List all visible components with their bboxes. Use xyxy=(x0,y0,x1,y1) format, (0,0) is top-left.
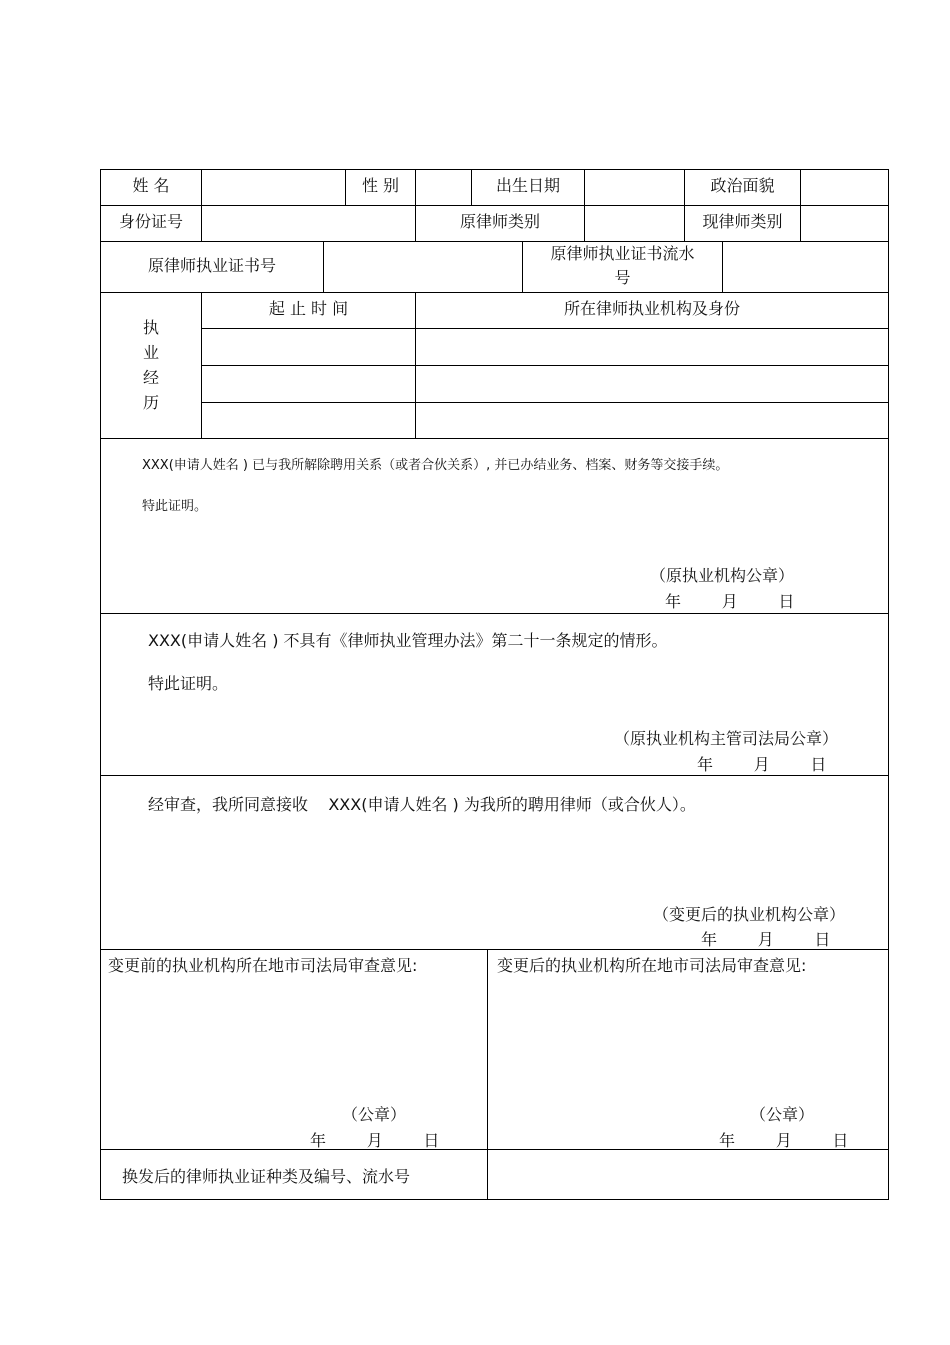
new-bureau-seal: （公章） xyxy=(750,1105,815,1124)
termination-statement: XXX(申请人姓名 ) 已与我所解除聘用关系（或者合伙关系）, 并已办结业务、档案、财务等交接手续。 xyxy=(142,458,729,473)
border-right xyxy=(888,169,889,1200)
experience-side-label-4: 历 xyxy=(142,393,159,412)
border-bottom xyxy=(100,1199,889,1200)
rule xyxy=(100,292,889,293)
experience-side-label-1: 执 xyxy=(142,318,159,337)
original-certificate-number-field[interactable] xyxy=(324,242,522,292)
eligibility-proof: 特此证明。 xyxy=(148,674,229,693)
original-lawyer-type-label: 原律师类别 xyxy=(459,212,540,231)
prior-bureau-opinion-title: 变更前的执业机构所在地市司法局审查意见: xyxy=(108,956,418,975)
gender-label: 性 别 xyxy=(361,176,400,195)
organization-column-header: 所在律师执业机构及身份 xyxy=(563,299,740,318)
experience-side-label-2: 业 xyxy=(142,343,159,362)
new-bureau-opinion-field[interactable] xyxy=(488,980,888,1100)
experience-period-field[interactable] xyxy=(202,366,415,402)
termination-proof: 特此证明。 xyxy=(142,499,208,514)
current-lawyer-type-field[interactable] xyxy=(801,206,888,241)
gender-field[interactable] xyxy=(416,170,471,205)
experience-period-field[interactable] xyxy=(202,329,415,365)
original-certificate-serial-label-cont: 号 xyxy=(614,268,631,287)
new-certificate-field[interactable] xyxy=(488,1150,888,1199)
prior-bureau-seal: （公章） xyxy=(342,1105,407,1124)
judicial-bureau-seal: （原执业机构主管司法局公章） xyxy=(614,729,839,748)
rule xyxy=(100,613,889,614)
original-certificate-serial-label: 原律师执业证书流水 xyxy=(550,244,695,263)
experience-side-label-3: 经 xyxy=(142,368,159,387)
new-bureau-date: 年 月 日 xyxy=(719,1131,849,1150)
name-label: 姓 名 xyxy=(132,176,170,195)
experience-org-field[interactable] xyxy=(416,366,888,402)
rule xyxy=(100,775,889,776)
political-status-field[interactable] xyxy=(801,170,888,205)
experience-period-field[interactable] xyxy=(202,403,415,438)
current-lawyer-type-label: 现律师类别 xyxy=(702,212,783,231)
birth-date-field[interactable] xyxy=(585,170,684,205)
section2-date: 年 月 日 xyxy=(697,755,827,774)
experience-org-field[interactable] xyxy=(416,329,888,365)
prior-bureau-opinion-field[interactable] xyxy=(101,980,487,1100)
section3-date: 年 月 日 xyxy=(701,930,831,949)
rule xyxy=(100,438,889,439)
eligibility-statement: XXX(申请人姓名 ) 不具有《律师执业管理办法》第二十一条规定的情形。 xyxy=(148,631,668,650)
original-certificate-serial-field[interactable] xyxy=(723,242,888,292)
acceptance-statement: 经审查，我所同意接收 XXX(申请人姓名 ) 为我所的聘用律师（或合伙人）。 xyxy=(148,795,696,814)
name-field[interactable] xyxy=(202,170,345,205)
id-number-field[interactable] xyxy=(202,206,415,241)
original-certificate-number-label: 原律师执业证书号 xyxy=(147,256,276,275)
new-certificate-label: 换发后的律师执业证种类及编号、流水号 xyxy=(122,1167,411,1186)
birth-date-label: 出生日期 xyxy=(495,176,560,195)
new-bureau-opinion-title: 变更后的执业机构所在地市司法局审查意见: xyxy=(497,956,807,975)
new-org-seal: （变更后的执业机构公章） xyxy=(653,905,846,924)
prior-bureau-date: 年 月 日 xyxy=(310,1131,440,1150)
period-column-header: 起 止 时 间 xyxy=(268,299,349,318)
experience-org-field[interactable] xyxy=(416,403,888,438)
original-lawyer-type-field[interactable] xyxy=(585,206,684,241)
section1-date: 年 月 日 xyxy=(665,592,795,611)
original-org-seal: （原执业机构公章） xyxy=(650,566,795,585)
political-status-label: 政治面貌 xyxy=(710,176,775,195)
id-number-label: 身份证号 xyxy=(118,212,183,231)
